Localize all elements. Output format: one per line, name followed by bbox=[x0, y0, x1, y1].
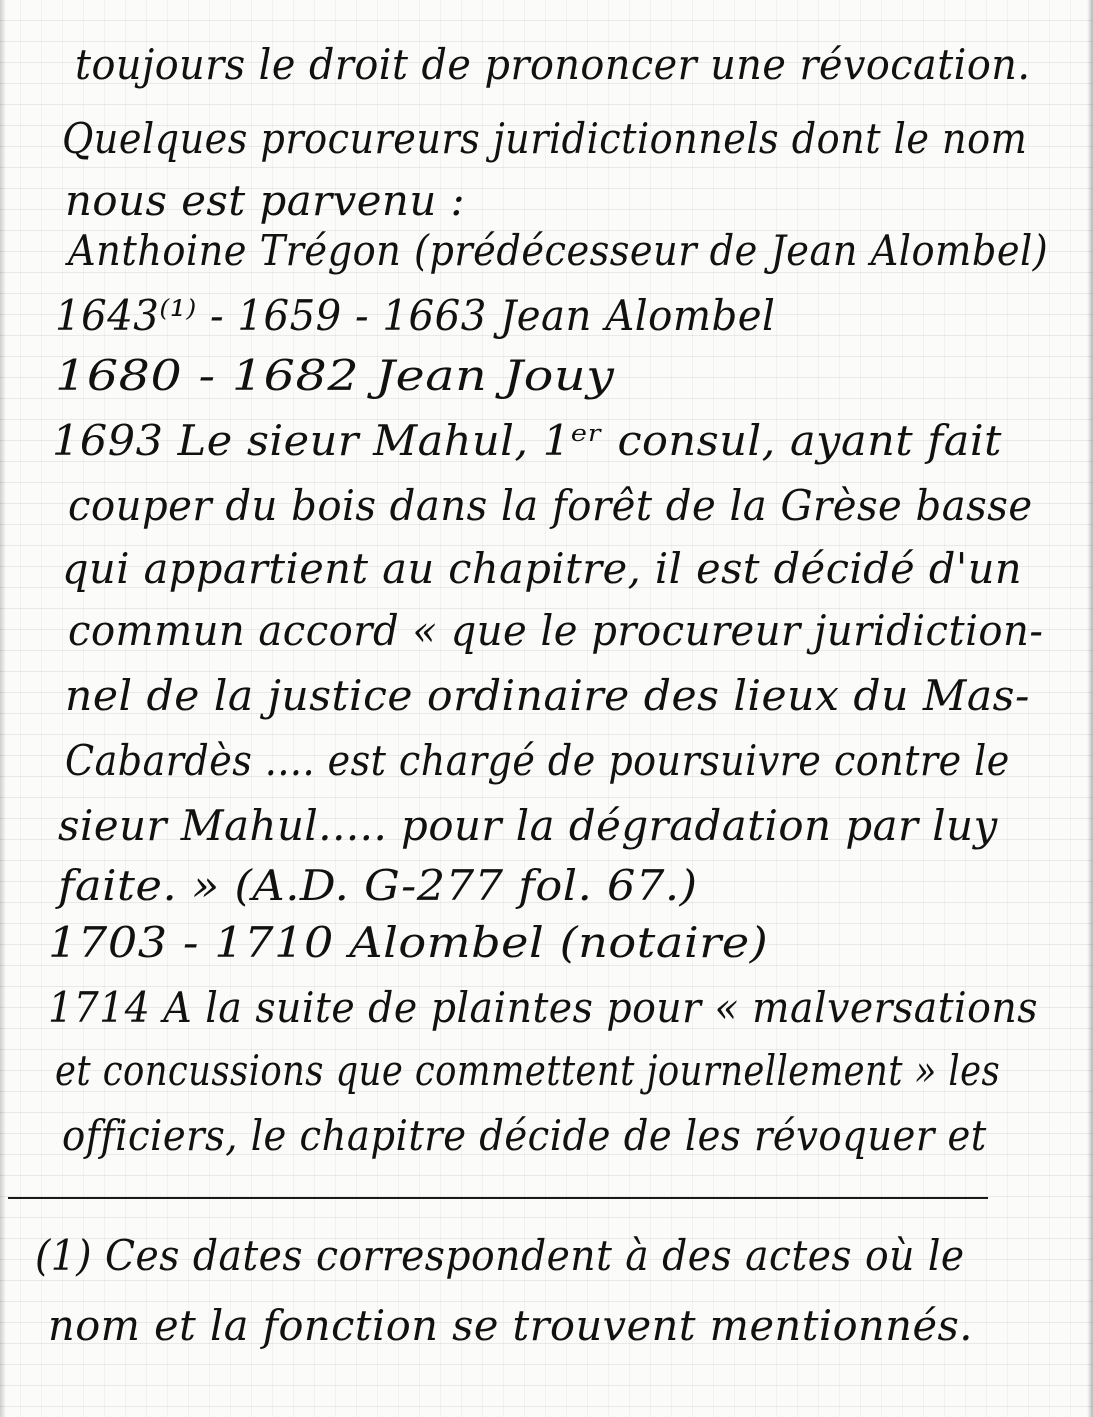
body-line: couper du bois dans la forêt de la Grèse basse bbox=[68, 481, 1033, 530]
body-line: 1643⁽¹⁾ - 1659 - 1663 Jean Alombel bbox=[55, 291, 776, 340]
body-line: 1703 - 1710 Alombel (notaire) bbox=[48, 918, 769, 967]
body-line: officiers, le chapitre décide de les révoquer et bbox=[62, 1111, 987, 1160]
footnote-line: (1) Ces dates correspondent à des actes où le bbox=[35, 1231, 965, 1280]
body-line: 1693 Le sieur Mahul, 1ᵉʳ consul, ayant fait bbox=[52, 416, 1002, 465]
body-line: 1714 A la suite de plaintes pour « malversations bbox=[48, 983, 1038, 1032]
footnote-separator bbox=[8, 1197, 988, 1199]
body-line: commun accord « que le procureur juridiction- bbox=[68, 606, 1044, 655]
footnote-line: nom et la fonction se trouvent mentionnés. bbox=[48, 1301, 973, 1350]
body-line: sieur Mahul..... pour la dégradation par luy bbox=[58, 801, 998, 850]
body-line: Cabardès .... est chargé de poursuivre contre le bbox=[65, 736, 1010, 785]
page-left-edge bbox=[0, 0, 6, 1417]
body-line: nous est parvenu : bbox=[65, 176, 466, 225]
body-line: qui appartient au chapitre, il est décidé d'un bbox=[62, 544, 1023, 593]
body-line: 1680 - 1682 Jean Jouy bbox=[55, 351, 615, 400]
body-line: Anthoine Trégon (prédécesseur de Jean Alombel) bbox=[68, 226, 1049, 275]
body-line: faite. » (A.D. G-277 fol. 67.) bbox=[58, 861, 698, 910]
body-line: Quelques procureurs juridictionnels dont le nom bbox=[62, 114, 1028, 163]
body-line: et concussions que commettent journellement » les bbox=[55, 1046, 1001, 1095]
body-line: nel de la justice ordinaire des lieux du Mas- bbox=[65, 671, 1030, 720]
body-line: toujours le droit de prononcer une révocation. bbox=[75, 40, 1031, 89]
page-right-edge bbox=[1087, 0, 1093, 1417]
